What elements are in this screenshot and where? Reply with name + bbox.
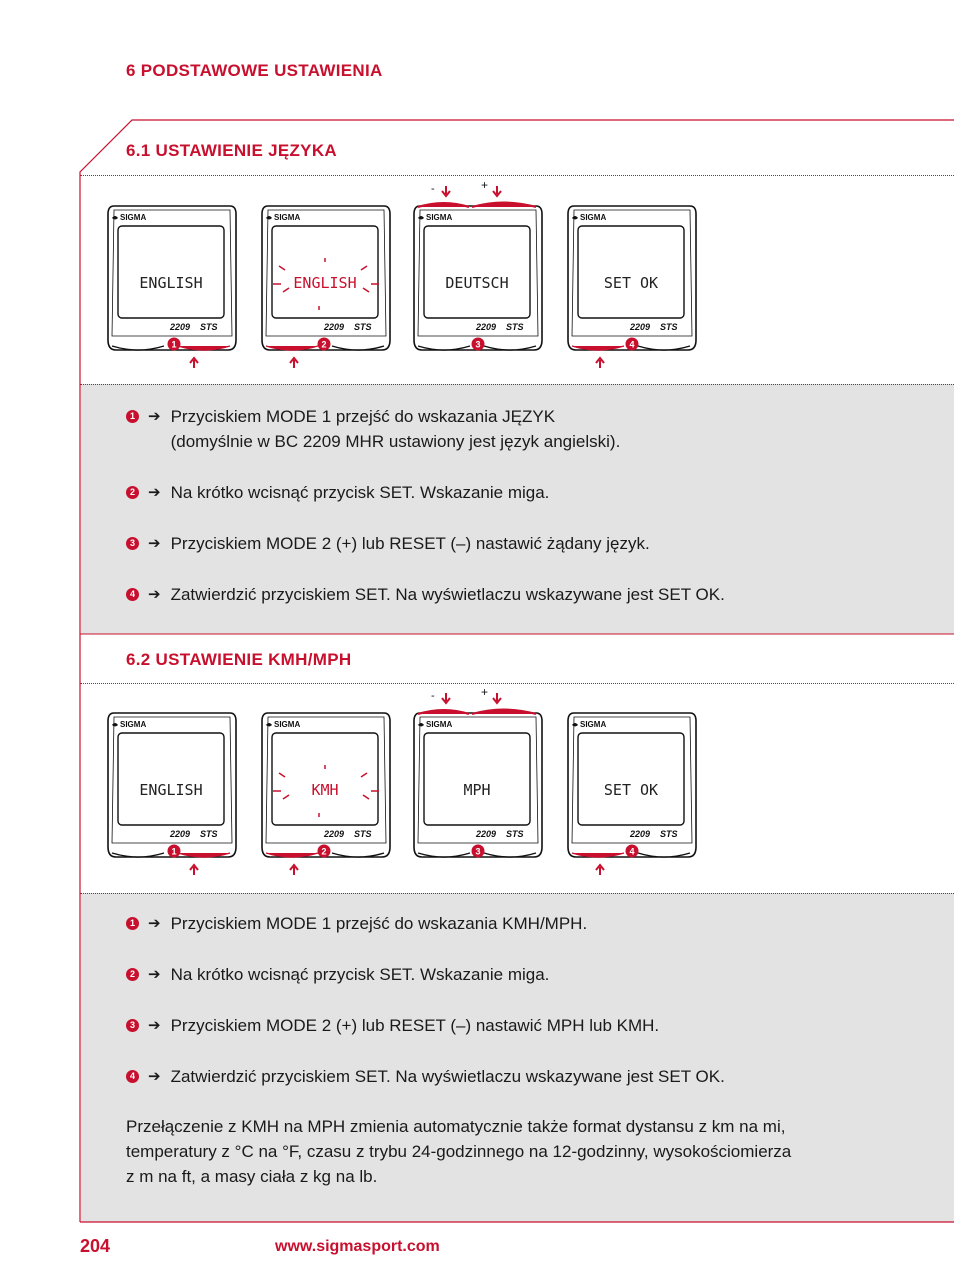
step-text: [171, 480, 550, 505]
note-line: temperatury z °C na °F, czasu z trybu 24-godzinnego na 12-godzinny, wysokościomierza: [126, 1142, 792, 1161]
arrow-right-icon: ➔: [148, 535, 161, 552]
sigma-logo: SIGMA: [120, 720, 147, 729]
lcd-screen: [272, 226, 378, 318]
step-number-badge: 3: [126, 1019, 139, 1032]
instruction-step: [126, 962, 549, 987]
plus-label: +: [481, 178, 489, 192]
step-text-line: Na krótko wcisnąć przycisk SET. Wskazanie miga.: [170, 483, 550, 502]
minus-label: -: [431, 183, 435, 195]
step-number: 4: [629, 339, 635, 350]
lcd-screen: [424, 226, 530, 318]
step-number: 1: [171, 846, 177, 857]
instruction-step: [126, 480, 549, 505]
model-number: 2209: [170, 322, 191, 332]
press-arrow-down-icon: [442, 186, 450, 196]
press-arrow-down-icon: [493, 693, 501, 703]
divider: [80, 683, 954, 684]
step-text-line: Przyciskiem MODE 1 przejść do wskazania JĘZYK: [170, 407, 556, 426]
arrow-right-icon: ➔: [148, 408, 161, 425]
arrow-right-icon: ➔: [148, 484, 161, 501]
sts-logo-icon: STS: [200, 322, 218, 332]
step-number: 1: [171, 339, 177, 350]
section-title-units: 6.2 USTAWIENIE KMH/MPH: [126, 650, 352, 669]
arrow-right-icon: ➔: [148, 915, 161, 932]
model-number: 2209: [324, 322, 345, 332]
instruction-step: [126, 582, 725, 607]
bike-computer-device: [568, 713, 696, 858]
instruction-step: [126, 1064, 725, 1089]
units-note: [126, 1114, 791, 1189]
instruction-step: [126, 911, 587, 936]
press-arrow-down-icon: [442, 693, 450, 703]
sts-logo-icon: STS: [506, 322, 524, 332]
step-number: 2: [321, 339, 327, 350]
note-line: Przełączenie z KMH na MPH zmienia automatycznie także format dystansu z km na mi,: [126, 1117, 786, 1136]
bike-computer-device: [108, 206, 236, 351]
step-text: [171, 582, 725, 607]
lcd-display-text: ENGLISH: [139, 781, 203, 799]
sigma-logo: SIGMA: [580, 720, 607, 729]
bike-computer-device: [414, 710, 542, 858]
lcd-screen: [118, 733, 224, 825]
model-number: 2209: [476, 829, 497, 839]
step-number-badge: 4: [126, 1070, 139, 1083]
lcd-display-text: ENGLISH: [293, 274, 357, 292]
chapter-title: 6 PODSTAWOWE USTAWIENIA: [126, 61, 383, 80]
step-number-badge: 2: [126, 968, 139, 981]
sts-logo-icon: STS: [354, 322, 372, 332]
step-text: [171, 962, 550, 987]
step-text-line: (domyślnie w BC 2209 MHR ustawiony jest język angielski).: [170, 432, 621, 451]
lcd-screen: [272, 733, 378, 825]
sts-logo-icon: STS: [354, 829, 372, 839]
sts-logo-icon: STS: [660, 322, 678, 332]
divider: [80, 893, 954, 894]
step-text-line: Przyciskiem MODE 2 (+) lub RESET (–) nastawić MPH lub KMH.: [170, 1016, 660, 1035]
instruction-step: [126, 531, 650, 556]
model-number: 2209: [476, 322, 497, 332]
arrow-right-icon: ➔: [148, 1068, 161, 1085]
press-arrow-up-icon: [190, 865, 198, 875]
bike-computer-device: [414, 203, 542, 351]
step-text: [171, 531, 650, 556]
sigma-logo: SIGMA: [426, 720, 453, 729]
instruction-step: [126, 404, 620, 454]
sigma-logo: SIGMA: [274, 213, 301, 222]
step-number-badge: 3: [126, 537, 139, 550]
bike-computer-device: [262, 206, 390, 351]
press-arrow-up-icon: [596, 358, 604, 368]
press-arrow-up-icon: [190, 358, 198, 368]
lcd-display-text: DEUTSCH: [445, 274, 509, 292]
bike-computer-device: [568, 206, 696, 351]
arrow-right-icon: ➔: [148, 1017, 161, 1034]
lcd-screen: [578, 733, 684, 825]
step-number: 3: [475, 846, 481, 857]
note-line: z m na ft, a masy ciała z kg na lb.: [126, 1167, 378, 1186]
step-text-line: Przyciskiem MODE 2 (+) lub RESET (–) nastawić żądany język.: [170, 534, 650, 553]
instruction-step: [126, 1013, 659, 1038]
step-text-line: Zatwierdzić przyciskiem SET. Na wyświetlaczu wskazywane jest SET OK.: [170, 1067, 725, 1086]
model-number: 2209: [324, 829, 345, 839]
sts-logo-icon: STS: [200, 829, 218, 839]
sigma-logo: SIGMA: [274, 720, 301, 729]
model-number: 2209: [170, 829, 191, 839]
step-number-badge: 2: [126, 486, 139, 499]
page-number: 204: [80, 1236, 111, 1256]
lcd-display-text: MPH: [463, 781, 491, 799]
lcd-display-text: ENGLISH: [139, 274, 203, 292]
bike-computer-device: [108, 713, 236, 858]
press-arrow-down-icon: [493, 186, 501, 196]
arrow-right-icon: ➔: [148, 586, 161, 603]
step-number: 4: [629, 846, 635, 857]
footer-url: www.sigmasport.com: [275, 1238, 440, 1255]
step-number: 3: [475, 339, 481, 350]
press-arrow-up-icon: [290, 865, 298, 875]
step-text-line: Na krótko wcisnąć przycisk SET. Wskazanie miga.: [170, 965, 550, 984]
sts-logo-icon: STS: [660, 829, 678, 839]
sigma-logo: SIGMA: [580, 213, 607, 222]
step-number-badge: 1: [126, 410, 139, 423]
press-arrow-up-icon: [290, 358, 298, 368]
sts-logo-icon: STS: [506, 829, 524, 839]
step-number-badge: 4: [126, 588, 139, 601]
lcd-screen: [118, 226, 224, 318]
lcd-display-text: SET OK: [603, 274, 659, 292]
step-text: [171, 1013, 660, 1038]
step-text: [171, 911, 588, 936]
minus-label: -: [431, 690, 435, 702]
sigma-logo: SIGMA: [426, 213, 453, 222]
model-number: 2209: [630, 829, 651, 839]
section-title-language: 6.1 USTAWIENIE JĘZYKA: [126, 141, 337, 160]
step-text-line: Zatwierdzić przyciskiem SET. Na wyświetlaczu wskazywane jest SET OK.: [170, 585, 725, 604]
step-text-line: Przyciskiem MODE 1 przejść do wskazania KMH/MPH.: [170, 914, 588, 933]
press-arrow-up-icon: [596, 865, 604, 875]
step-number-badge: 1: [126, 917, 139, 930]
model-number: 2209: [630, 322, 651, 332]
bike-computer-device: [262, 713, 390, 858]
plus-label: +: [481, 685, 489, 699]
lcd-display-text: SET OK: [603, 781, 659, 799]
lcd-screen: [424, 733, 530, 825]
step-number: 2: [321, 846, 327, 857]
lcd-screen: [578, 226, 684, 318]
lcd-display-text: KMH: [311, 781, 339, 799]
sigma-logo: SIGMA: [120, 213, 147, 222]
step-text: [171, 1064, 725, 1089]
step-text: [171, 404, 621, 454]
arrow-right-icon: ➔: [148, 966, 161, 983]
